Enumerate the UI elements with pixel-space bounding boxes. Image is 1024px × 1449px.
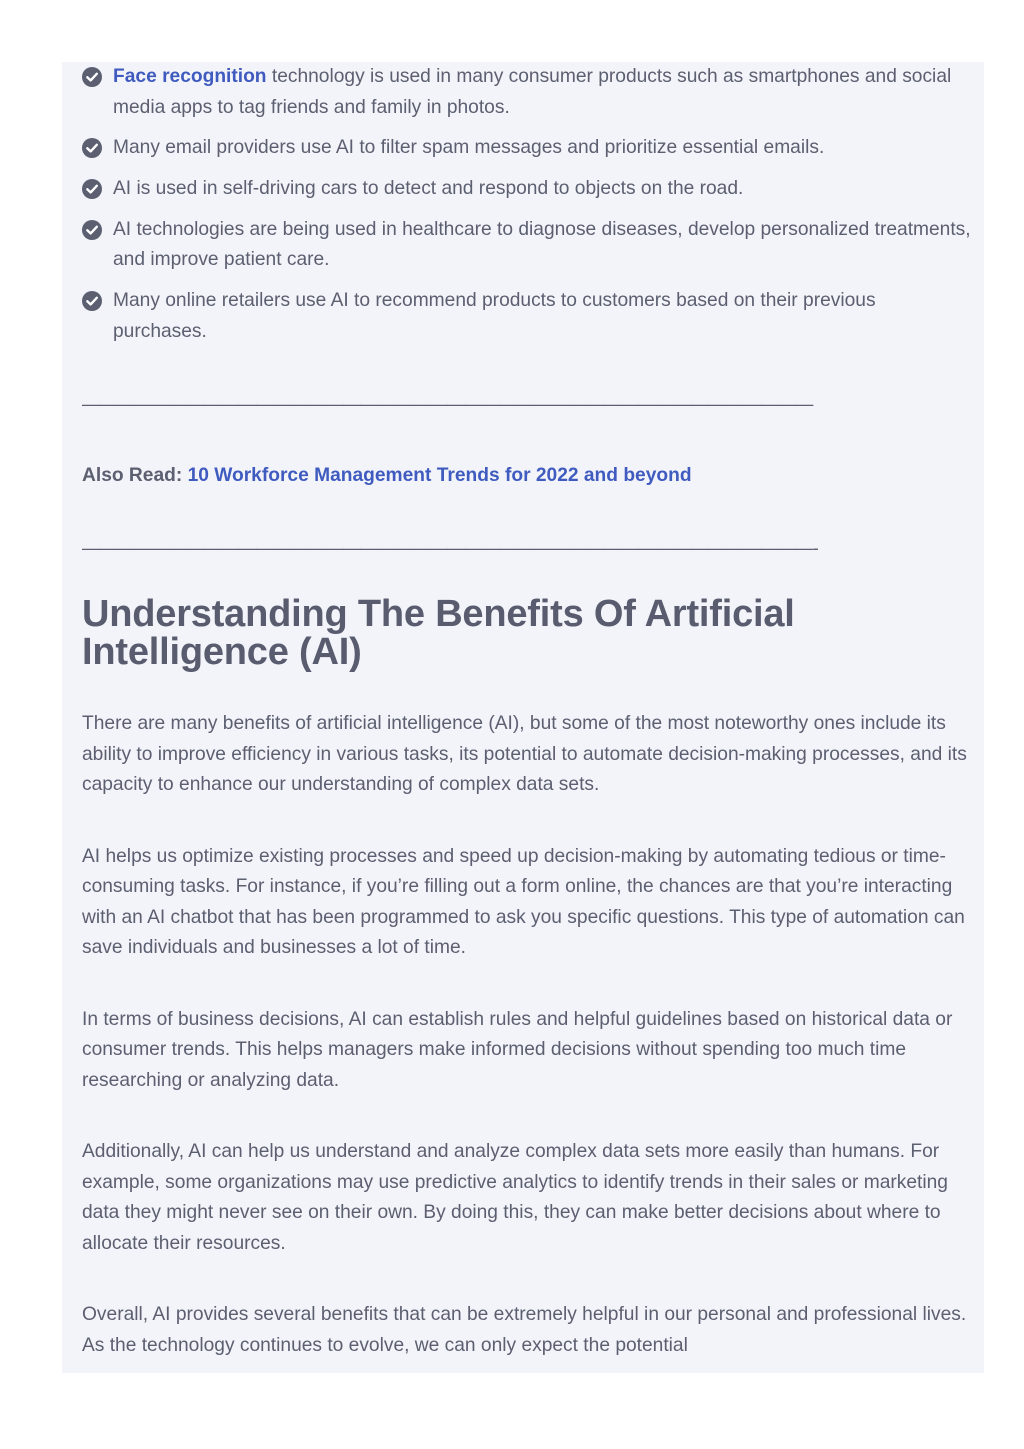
check-circle-icon [82,67,102,87]
list-item [82,133,972,164]
paragraph: There are many benefits of artificial intelligence (AI), but some of the most noteworthy ones include its ability to improve efficiency in various tasks, its potential to automate decision-making processes, and its capacity to enhance our understanding of complex data sets. [82,713,967,796]
section-heading: Understanding The Benefits Of Artificial Intelligence (AI) [82,593,795,674]
list-item-text: technology is used in many consumer products such as smartphones and social media apps to tag friends and family in photos. [113,66,952,118]
also-read-link[interactable]: 10 Workforce Management Trends for 2022 and beyond [187,465,692,487]
paragraph: Additionally, AI can help us understand and analyze complex data sets more easily than humans. For example, some organizations may use predictive analytics to identify trends in their sales or marketing data they might never see on their own. By doing this, they can make better decisions about where to allocate their resources. [82,1141,948,1254]
divider-bottom: ——————————————————————————————————————————- [82,538,819,559]
check-circle-icon [82,179,102,199]
list-item-text: Many online retailers use AI to recommend products to customers based on their previous purchases. [113,290,876,342]
list-item [82,215,972,276]
face-recognition-link[interactable]: Face recognition [113,66,267,87]
article-panel [62,62,984,1373]
list-item-text: AI technologies are being used in healthcare to diagnose diseases, develop personalized treatments, and improve patient care. [113,218,971,271]
divider-top: —————————————————————————————————————————— [82,394,813,415]
list-item-text: AI is used in self-driving cars to detect and respond to objects on the road. [113,178,744,200]
check-circle-icon [82,138,102,158]
list-item [82,174,972,205]
ai-examples-list [82,62,972,347]
paragraph: AI helps us optimize existing processes and speed up decision-making by automating tedious or time-consuming tasks. For instance, if you’re filling out a form online, the chances are that you’re interacting with an AI chatbot that has been programmed to ask you specific questions. This type of automation can save individuals and businesses a lot of time. [82,845,965,959]
article-content [82,62,972,1361]
list-item [82,286,972,347]
check-circle-icon [82,220,102,240]
check-circle-icon [82,291,102,311]
paragraph: Overall, AI provides several benefits that can be extremely helpful in our personal and professional lives. As the technology continues to evolve, we can only expect the potential [82,1304,967,1356]
list-item [82,62,972,123]
list-item-text: Many email providers use AI to filter spam messages and prioritize essential emails. [113,137,825,159]
paragraph: In terms of business decisions, AI can establish rules and helpful guidelines based on historical data or consumer trends. This helps managers make informed decisions without spending too much time researching or analyzing data. [82,1008,953,1091]
also-read-label: Also Read: [82,465,188,487]
also-read [82,461,972,491]
